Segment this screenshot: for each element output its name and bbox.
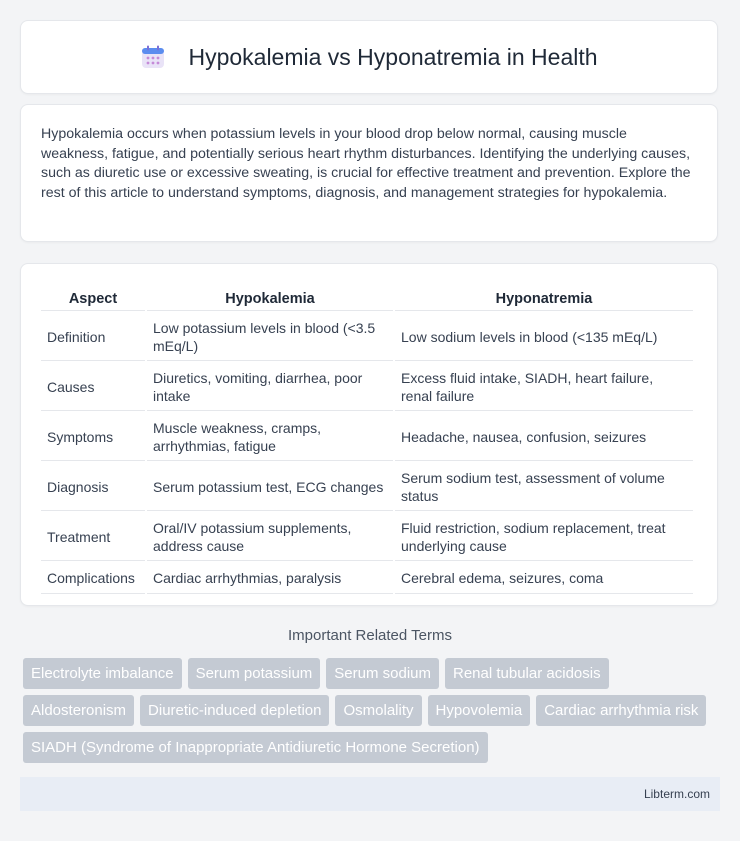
aspect-cell: Symptoms (41, 413, 145, 461)
aspect-cell: Treatment (41, 513, 145, 561)
related-term-tag[interactable]: Hypovolemia (428, 695, 531, 726)
aspect-cell: Complications (41, 563, 145, 594)
hyponatremia-cell: Cerebral edema, seizures, coma (395, 563, 693, 594)
comparison-table-card (20, 263, 718, 606)
calendar-icon (140, 44, 166, 70)
related-term-tag[interactable]: SIADH (Syndrome of Inappropriate Antidiuretic Hormone Secretion) (23, 732, 488, 763)
table-header-row (41, 286, 693, 311)
hypokalemia-cell: Oral/IV potassium supplements, address cause (147, 513, 393, 561)
hyponatremia-cell: Low sodium levels in blood (<135 mEq/L) (395, 313, 693, 361)
table-row (41, 313, 693, 361)
hyponatremia-cell: Fluid restriction, sodium replacement, treat underlying cause (395, 513, 693, 561)
related-term-tag[interactable]: Aldosteronism (23, 695, 134, 726)
table-row (41, 513, 693, 561)
table-row (41, 363, 693, 411)
hypokalemia-cell: Cardiac arrhythmias, paralysis (147, 563, 393, 594)
footer (20, 777, 720, 811)
hypokalemia-cell: Serum potassium test, ECG changes (147, 463, 393, 511)
header-hyponatremia: Hyponatremia (395, 286, 693, 311)
aspect-cell: Diagnosis (41, 463, 145, 511)
related-term-tag[interactable]: Electrolyte imbalance (23, 658, 182, 689)
footer-link[interactable]: Libterm.com (643, 787, 710, 801)
aspect-cell: Causes (41, 363, 145, 411)
related-terms-title: Important Related Terms (288, 627, 452, 644)
intro-text: Hypokalemia occurs when potassium levels in your blood drop below normal, causing muscle weakness, fatigue, and potentially serious heart rhythm disturbances. Identifying the underlying causes, such as diuretic use or excessive sweating, is crucial for effective treatment and prevention. Explore the rest of this article to understand symptoms, diagnosis, and management strategies for hypokalemia. (41, 126, 691, 201)
comparison-table (39, 284, 695, 596)
page-title: Hypokalemia vs Hyponatremia in Health (188, 43, 598, 70)
related-term-tag[interactable]: Osmolality (335, 695, 421, 726)
related-term-tag[interactable]: Cardiac arrhythmia risk (536, 695, 706, 726)
related-term-tag[interactable]: Serum potassium (188, 658, 321, 689)
related-terms-tags (23, 658, 723, 763)
related-term-tag[interactable]: Diuretic-induced depletion (140, 695, 329, 726)
hypokalemia-cell: Low potassium levels in blood (<3.5 mEq/L) (147, 313, 393, 361)
header-aspect: Aspect (41, 286, 145, 311)
header-hypokalemia: Hypokalemia (147, 286, 393, 311)
hyponatremia-cell: Serum sodium test, assessment of volume status (395, 463, 693, 511)
hyponatremia-cell: Headache, nausea, confusion, seizures (395, 413, 693, 461)
header-card (20, 20, 718, 94)
hypokalemia-cell: Diuretics, vomiting, diarrhea, poor intake (147, 363, 393, 411)
hyponatremia-cell: Excess fluid intake, SIADH, heart failure, renal failure (395, 363, 693, 411)
related-term-tag[interactable]: Serum sodium (326, 658, 439, 689)
table-row (41, 563, 693, 594)
related-term-tag[interactable]: Renal tubular acidosis (445, 658, 609, 689)
table-row (41, 463, 693, 511)
hypokalemia-cell: Muscle weakness, cramps, arrhythmias, fatigue (147, 413, 393, 461)
table-row (41, 413, 693, 461)
aspect-cell: Definition (41, 313, 145, 361)
intro-card (20, 104, 718, 242)
